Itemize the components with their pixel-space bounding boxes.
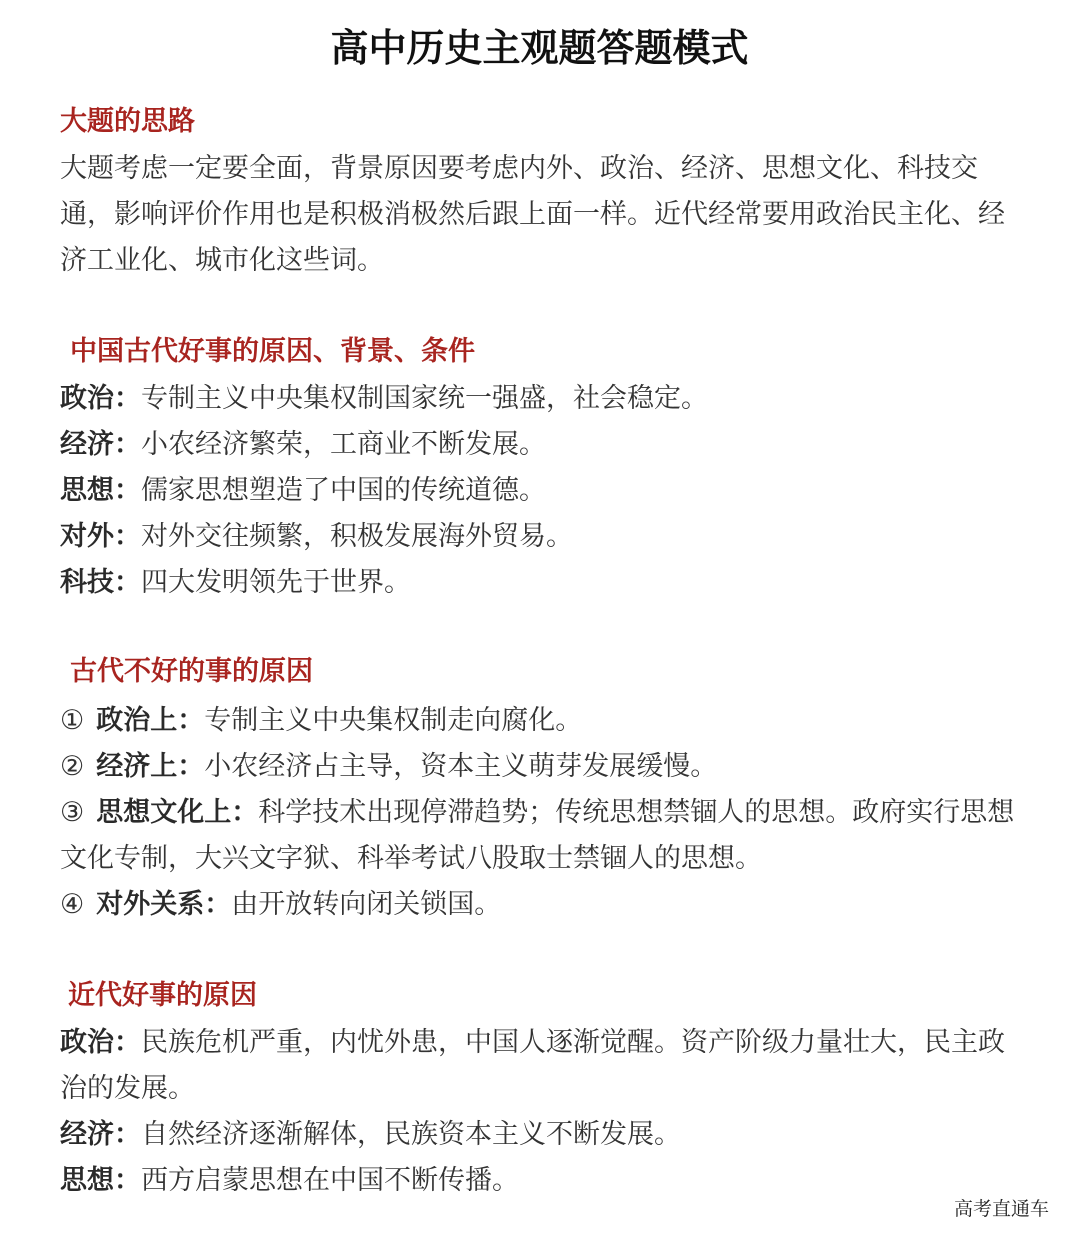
item-label: 经济： [60,1119,141,1150]
section-paragraph-approach: 大题考虑一定要全面，背景原因要考虑内外、政治、经济、思想文化、科技交通，影响评价作用也是积极消极然后跟上面一样。近代经常要用政治民主化、经济工业化、城市化这些词。 [60,153,1005,276]
list-item [60,744,1040,790]
item-text: 小农经济占主导，资本主义萌芽发展缓慢。 [204,751,718,782]
item-text: 儒家思想塑造了中国的传统道德。 [141,475,546,506]
item-label: 政治上： [96,705,205,736]
list-item [60,514,1040,560]
item-text: 四大发明领先于世界。 [141,567,411,598]
item-text: 由开放转向闭关锁国。 [231,889,502,920]
item-text: 专制主义中央集权制国家统一强盛，社会稳定。 [141,383,708,414]
item-text: 民族危机严重，内忧外患，中国人逐渐觉醒。资产阶级力量壮大，民主政治的发展。 [60,1027,1005,1104]
section-heading-ancient-good: 中国古代好事的原因、背景、条件 [70,336,475,367]
list-item [60,376,1040,422]
item-text: 自然经济逐渐解体，民族资本主义不断发展。 [141,1119,681,1150]
section-heading-ancient-bad: 古代不好的事的原因 [70,656,313,687]
item-label: 经济上： [96,751,205,782]
item-label: 政治： [60,1027,141,1058]
item-label: 科技： [60,567,141,598]
list-item [60,882,1040,928]
list-item [60,698,1040,744]
item-number: ② [60,751,85,782]
item-label: 经济： [60,429,141,460]
section-heading-approach: 大题的思路 [60,106,195,137]
item-number: ④ [60,889,85,920]
list-item [60,560,1040,606]
item-label: 思想： [60,475,141,506]
item-number: ① [60,705,85,736]
list-item [60,1020,1020,1112]
item-label: 对外： [60,521,141,552]
page-title: 高中历史主观题答题模式 [330,26,749,70]
section-heading-modern-good: 近代好事的原因 [68,980,257,1011]
list-item [60,790,1020,882]
item-label: 思想文化上： [96,797,259,828]
item-label: 对外关系： [96,889,232,920]
item-text: 专制主义中央集权制走向腐化。 [204,705,583,736]
list-item [60,468,1040,514]
item-label: 政治： [60,383,141,414]
watermark-text: 高考直通车 [953,1198,1049,1220]
list-item [60,422,1040,468]
item-number: ③ [60,797,85,828]
item-text: 西方启蒙思想在中国不断传播。 [141,1165,519,1196]
list-item [60,1112,1040,1158]
item-text: 对外交往频繁，积极发展海外贸易。 [141,521,573,552]
item-text: 小农经济繁荣，工商业不断发展。 [141,429,546,460]
item-label: 思想： [60,1165,141,1196]
list-item [60,1158,1040,1204]
item-text: 科学技术出现停滞趋势；传统思想禁锢人的思想。政府实行思想文化专制，大兴文字狱、科举考试八股取士禁锢人的思想。 [60,797,1015,874]
